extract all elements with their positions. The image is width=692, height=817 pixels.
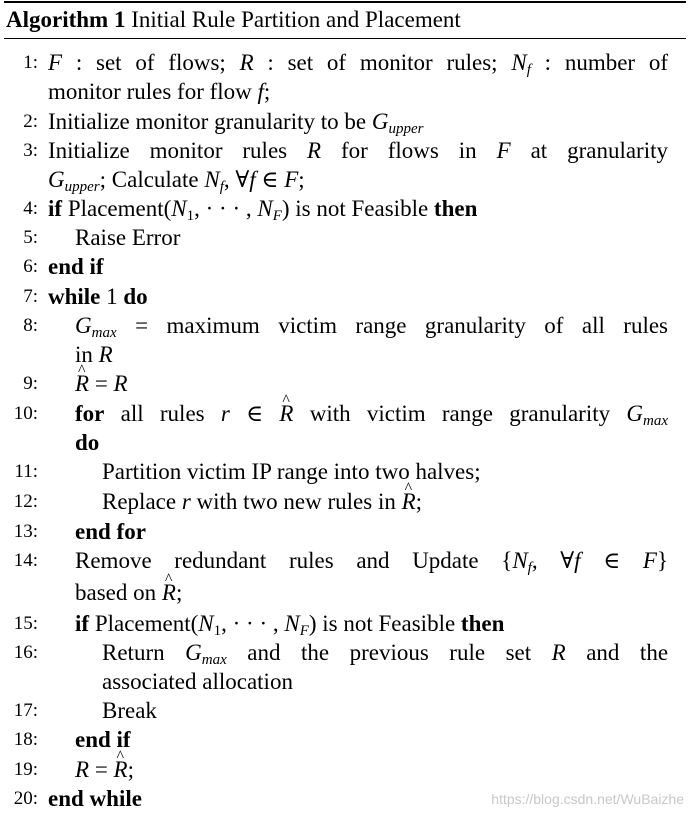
line-text: Initialize monitor granularity to be $G_{upper}$ [48, 109, 424, 137]
line-text: end if [48, 254, 104, 279]
line-text: F : set of flows; R : set of monitor rules; $N_f$ : number of [48, 50, 669, 78]
line-text: ^ R = R [75, 369, 668, 398]
line-text: Break [102, 698, 157, 723]
algo-line-1 [0, 48, 680, 77]
algo-line-1-cont [0, 77, 680, 106]
algo-line-9 [0, 369, 680, 398]
line-text: $G_{max}$ = maximum victim range granularity of all rules [75, 313, 669, 341]
line-text: Remove redundant rules and Update {$N_f$, ∀f ∈ F} [75, 548, 668, 576]
algo-line-4 [0, 194, 680, 223]
line-text: end while [48, 786, 142, 811]
algo-line-3-cont [0, 165, 680, 194]
line-number: 13: [13, 521, 38, 542]
line-number: 2: [23, 111, 38, 132]
line-number: 14: [13, 550, 38, 571]
line-text: do [75, 430, 100, 455]
algo-line-12 [0, 487, 680, 516]
line-number: 4: [23, 198, 38, 219]
line-number: 20: [13, 788, 38, 809]
algo-line-15 [0, 609, 680, 638]
line-number: 19: [13, 759, 38, 780]
line-number: 11: [14, 461, 38, 482]
line-text: end if [75, 727, 131, 752]
line-text: R = ^ R; [75, 755, 668, 784]
line-number: 6: [23, 256, 38, 277]
line-number: 10: [13, 403, 38, 424]
line-text: in R [75, 342, 113, 367]
algorithm-label: Algorithm 1 [6, 7, 126, 32]
line-text: while 1 do [48, 284, 148, 309]
line-text: for all rules r ∈ ^ R with victim range granularity $G_{max}$ [75, 399, 668, 428]
algo-line-17 [0, 696, 680, 725]
line-number: 8: [23, 315, 38, 336]
line-number: 5: [23, 227, 38, 248]
title-rule [4, 38, 686, 39]
algo-line-11 [0, 457, 680, 486]
algo-line-16 [0, 638, 680, 667]
algo-line-7 [0, 282, 680, 311]
watermark: https://blog.csdn.net/WuBaizhe [491, 791, 684, 807]
line-text: if $Placement(N_1$, · · · , $N_F$) is not Feasible then [48, 196, 478, 224]
algo-line-5 [0, 223, 680, 252]
line-number: 9: [23, 373, 38, 394]
algo-line-3 [0, 136, 680, 165]
algo-line-19 [0, 755, 680, 784]
line-number: 1: [23, 52, 38, 73]
algo-line-6 [0, 252, 680, 281]
line-text: monitor rules for flow f; [48, 79, 271, 104]
algo-line-14-cont [0, 578, 680, 607]
algorithm-title [6, 4, 461, 36]
algo-line-2 [0, 107, 680, 136]
line-number: 12: [13, 491, 38, 512]
line-text: end for [75, 519, 146, 544]
algo-line-18 [0, 725, 680, 754]
algo-line-8-cont [0, 340, 680, 369]
line-text: based on ^ R; [75, 578, 668, 607]
line-text: Initialize monitor rules R for flows in F at granularity [48, 138, 668, 163]
line-text: associated allocation [102, 669, 293, 694]
algo-line-10-cont [0, 428, 680, 457]
line-number: 15: [13, 613, 38, 634]
line-text: Partition victim IP range into two halves; [102, 459, 481, 484]
line-text: Return $G_{max}$ and the previous rule set R and the [102, 640, 669, 668]
algo-line-14 [0, 546, 680, 575]
algo-line-13 [0, 517, 680, 546]
algo-line-16-cont [0, 667, 680, 696]
algo-line-10 [0, 399, 680, 428]
line-number: 18: [13, 729, 38, 750]
line-number: 16: [13, 642, 38, 663]
line-number: 3: [23, 140, 38, 161]
line-text: Raise Error [75, 225, 181, 250]
line-number: 7: [23, 286, 38, 307]
line-text: Replace r with two new rules in ^ R; [102, 487, 668, 516]
top-rule [4, 1, 686, 3]
algo-line-8 [0, 311, 680, 340]
line-text: if $Placement(N_1$, · · · , $N_F$) is not Feasible then [75, 611, 505, 639]
algorithm-name: Initial Rule Partition and Placement [131, 7, 461, 32]
line-text: $G_{upper}$; Calculate $N_f$, ∀f ∈ F; [48, 167, 305, 195]
line-number: 17: [13, 700, 38, 721]
